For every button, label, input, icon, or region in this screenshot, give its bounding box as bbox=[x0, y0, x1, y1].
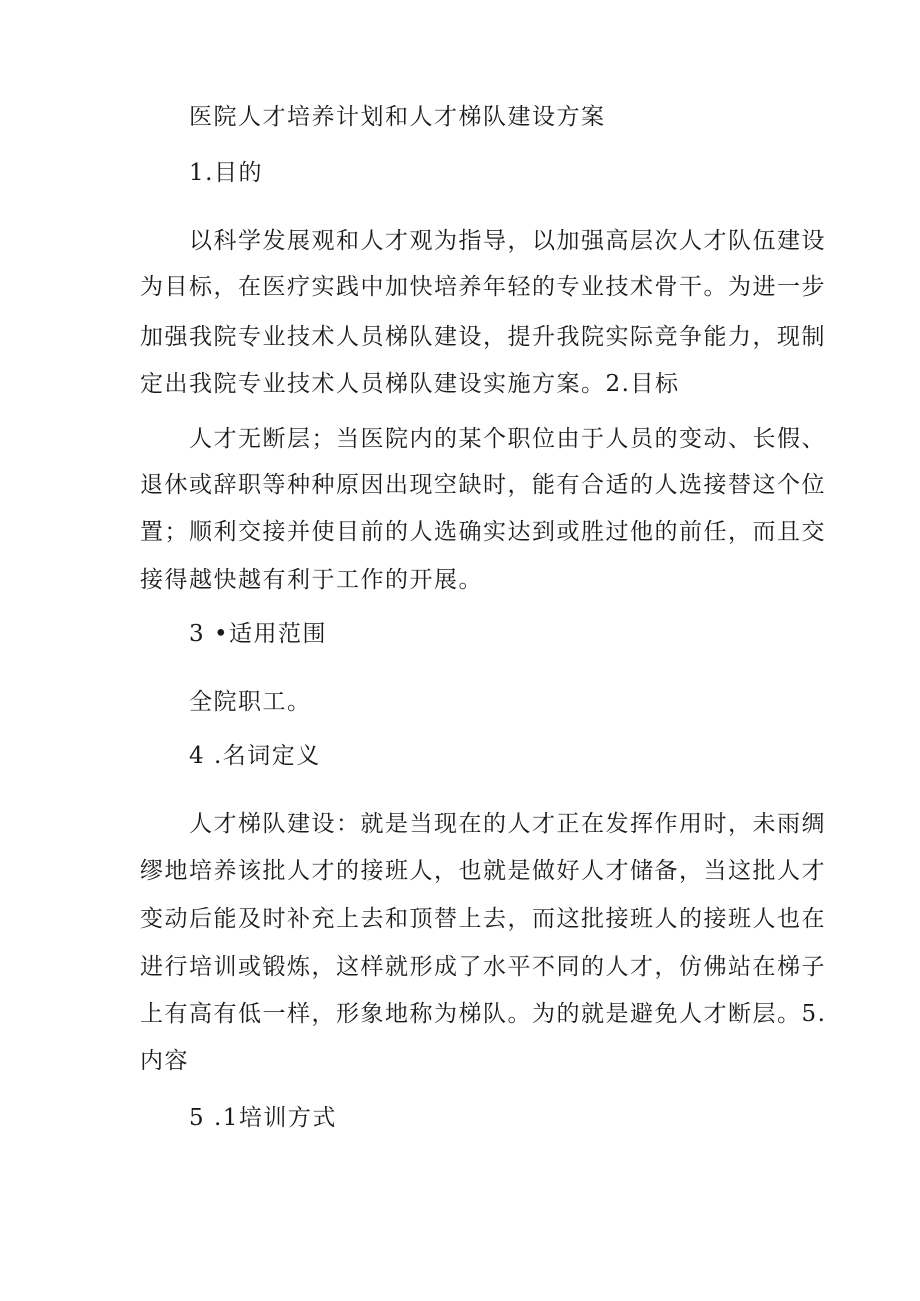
paragraph-line: 为目标，在医疗实践中加快培养年轻的专业技术骨干。为进一步 bbox=[140, 274, 826, 300]
paragraph-line: 以科学发展观和人才观为指导，以加强高层次人才队伍建设 bbox=[189, 228, 826, 254]
paragraph-line: 退休或辞职等种种原因出现空缺时，能有合适的人选接替这个位 bbox=[140, 472, 826, 498]
section-heading-definitions: 4 .名词定义 bbox=[189, 743, 321, 769]
paragraph-line: 人才梯队建设：就是当现在的人才正在发挥作用时，未雨绸 bbox=[189, 811, 826, 837]
paragraph-line: 变动后能及时补充上去和顶替上去，而这批接班人的接班人也在 bbox=[140, 906, 826, 932]
paragraph-line: 进行培训或锻炼，这样就形成了水平不同的人才，仿佛站在梯子 bbox=[140, 954, 826, 980]
paragraph-line: 定出我院专业技术人员梯队建设实施方案。2.目标 bbox=[140, 371, 680, 397]
paragraph-line: 接得越快越有利于工作的开展。 bbox=[140, 567, 483, 593]
section-heading-scope: 3 •适用范围 bbox=[189, 621, 328, 647]
paragraph-line: 内容 bbox=[140, 1048, 189, 1074]
section-heading-training-methods: 5 .1培训方式 bbox=[189, 1105, 337, 1131]
scope-text: 全院职工。 bbox=[189, 689, 312, 715]
paragraph-line: 加强我院专业技术人员梯队建设，提升我院实际竞争能力，现制 bbox=[140, 324, 826, 350]
document-title: 医院人才培养计划和人才梯队建设方案 bbox=[189, 104, 606, 130]
paragraph-line: 上有高有低一样，形象地称为梯队。为的就是避免人才断层。5. bbox=[140, 1001, 827, 1027]
paragraph-line: 缪地培养该批人才的接班人，也就是做好人才储备，当这批人才 bbox=[140, 858, 826, 884]
section-heading-purpose: 1.目的 bbox=[189, 160, 263, 186]
paragraph-line: 人才无断层；当医院内的某个职位由于人员的变动、长假、 bbox=[189, 426, 826, 452]
paragraph-line: 置；顺利交接并使目前的人选确实达到或胜过他的前任，而且交 bbox=[140, 519, 826, 545]
